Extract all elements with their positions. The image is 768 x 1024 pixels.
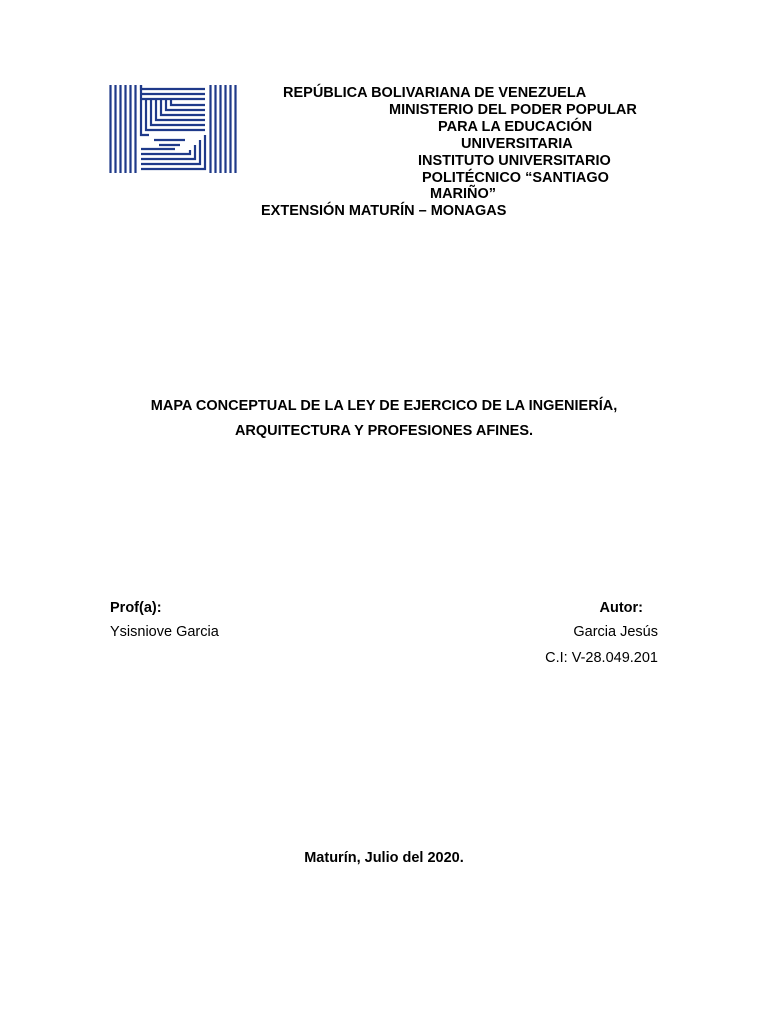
place-date: Maturín, Julio del 2020. — [304, 850, 464, 866]
header-university: UNIVERSITARIA — [461, 136, 573, 152]
header-marino: MARIÑO” — [430, 186, 497, 202]
header-education: PARA LA EDUCACIÓN — [438, 119, 593, 135]
author-id: C.I: V-28.049.201 — [545, 650, 658, 666]
document-title-line-1: MAPA CONCEPTUAL DE LA LEY DE EJERCICO DE LA INGENIERÍA, — [150, 398, 618, 414]
header-ministry: MINISTERIO DEL PODER POPULAR — [389, 102, 637, 118]
header-extension: EXTENSIÓN MATURÍN – MONAGAS — [261, 203, 507, 219]
header-republic: REPÚBLICA BOLIVARIANA DE VENEZUELA — [283, 85, 587, 101]
header-institute: INSTITUTO UNIVERSITARIO — [418, 153, 611, 169]
professor-label: Prof(a): — [110, 600, 162, 616]
document-title-line-2: ARQUITECTURA Y PROFESIONES AFINES. — [234, 423, 534, 439]
header-polytechnic: POLITÉCNICO “SANTIAGO — [422, 170, 609, 186]
author-label: Autor: — [599, 600, 643, 616]
professor-name: Ysisniove Garcia — [110, 624, 219, 640]
institution-logo — [109, 85, 237, 173]
author-name: Garcia Jesús — [573, 624, 658, 640]
